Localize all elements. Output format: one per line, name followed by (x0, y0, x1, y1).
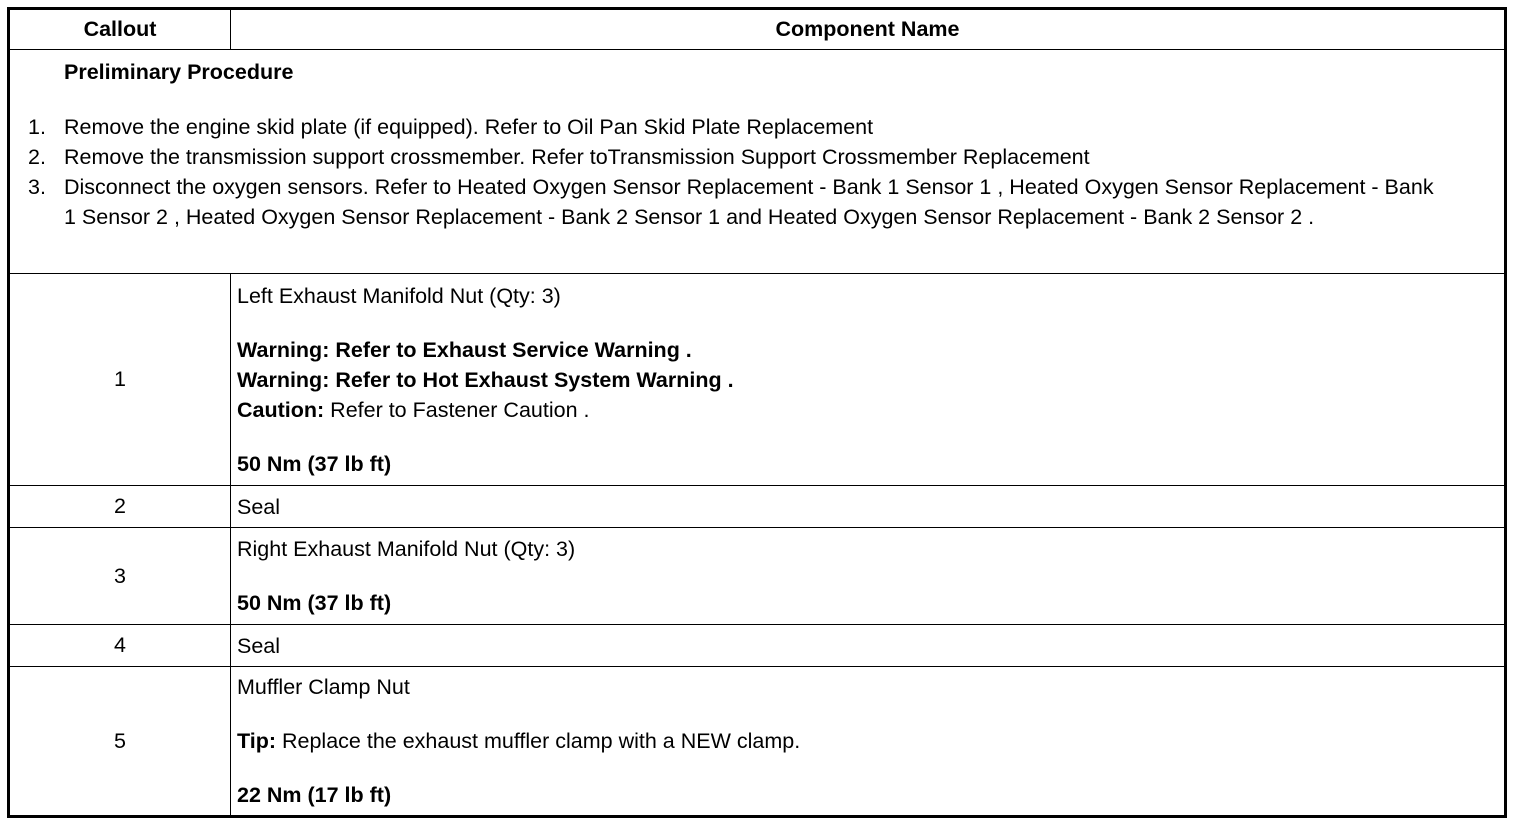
caution-text: Refer to Fastener Caution . (324, 397, 590, 422)
component-name: Seal (237, 633, 281, 658)
callout-number: 5 (9, 667, 231, 817)
preliminary-procedure-cell (9, 50, 1506, 274)
tip-text: Replace the exhaust muffler clamp with a NEW clamp. (276, 729, 801, 753)
component-name-header: Component Name (231, 9, 1506, 50)
callout-header: Callout (9, 9, 231, 50)
warning-label: Warning: (237, 367, 330, 392)
step-text: Disconnect the oxygen sensors. Refer to Heated Oxygen Sensor Replacement - Bank 1 Sensor 1 , Heated Oxygen Sensor Replacement - Bank 1 Sensor 2 , Heated Oxygen Sensor Replacement - Bank 2 Sensor 1 and Heated Oxygen Sensor Replacement - Bank 2 Sensor 2 . (64, 175, 1434, 229)
component-name: Seal (237, 494, 281, 519)
table-row (9, 625, 1506, 667)
warning-note (237, 335, 1504, 365)
callout-number: 1 (9, 274, 231, 486)
callout-number: 4 (9, 625, 231, 667)
callout-number: 2 (9, 486, 231, 528)
component-cell (231, 528, 1506, 625)
step-number: 1. (28, 115, 46, 139)
component-cell (231, 625, 1506, 667)
component-name: Right Exhaust Manifold Nut (Qty: 3) (237, 537, 576, 561)
caution-label: Caution: (237, 397, 325, 422)
preliminary-step (10, 142, 1504, 172)
torque-spec: 50 Nm (37 lb ft) (237, 451, 392, 476)
component-cell (231, 667, 1506, 817)
warning-text: Refer to Hot Exhaust System Warning . (329, 367, 734, 392)
warning-text: Refer to Exhaust Service Warning . (329, 337, 692, 362)
preliminary-step (10, 172, 1504, 232)
table-row (9, 274, 1506, 486)
torque-spec: 22 Nm (17 lb ft) (237, 783, 392, 807)
table-row (9, 528, 1506, 625)
component-cell (231, 274, 1506, 486)
warning-label: Warning: (237, 337, 330, 362)
callout-number: 3 (9, 528, 231, 625)
table-row (9, 667, 1506, 817)
tip-note (237, 726, 1504, 756)
torque-spec: 50 Nm (37 lb ft) (237, 591, 392, 615)
preliminary-step (10, 112, 1504, 142)
step-number: 2. (28, 145, 46, 169)
step-text: Remove the engine skid plate (if equipped). Refer to Oil Pan Skid Plate Replacement (64, 115, 874, 139)
table-row (9, 486, 1506, 528)
preliminary-steps-list (10, 112, 1504, 232)
table-header-row (9, 9, 1506, 50)
component-name: Left Exhaust Manifold Nut (Qty: 3) (237, 283, 561, 308)
preliminary-procedure-title: Preliminary Procedure (64, 60, 294, 84)
component-cell (231, 486, 1506, 528)
tip-label: Tip: (237, 729, 277, 753)
step-number: 3. (28, 175, 46, 199)
warning-note (237, 365, 1504, 395)
preliminary-procedure-row (9, 50, 1506, 274)
step-text: Remove the transmission support crossmember. Refer toTransmission Support Crossmember Replacement (64, 145, 1090, 169)
component-table (7, 7, 1507, 818)
component-name: Muffler Clamp Nut (237, 675, 410, 699)
caution-note (237, 395, 1504, 425)
